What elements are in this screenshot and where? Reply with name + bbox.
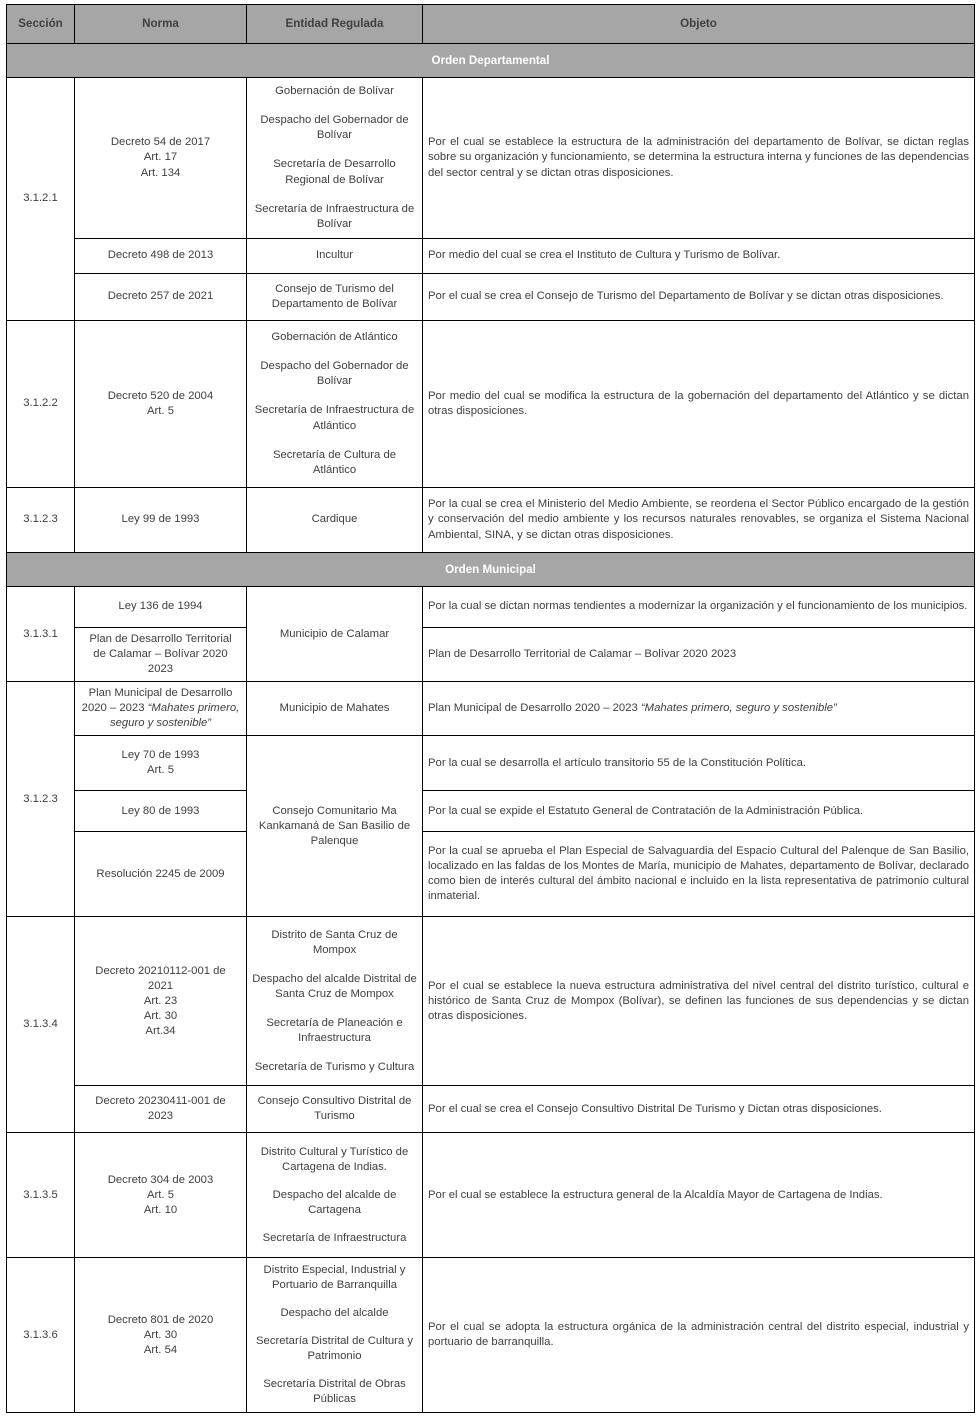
cell-norma	[75, 917, 247, 1086]
cell-entidad-regulada	[247, 321, 423, 488]
cell-objeto: Por el cual se establece la estructura de la administración del departamento de Bolívar, se dictan reglas sobre su organización y funcionamiento, se determina la estructura interna y funciones de las dependencias del sector central y se dictan otras disposiciones.	[423, 78, 975, 239]
norma-line: Art. 5	[147, 1188, 174, 1201]
cell-seccion: 3.1.2.2	[7, 321, 75, 488]
cell-norma	[75, 1133, 247, 1258]
section-band-label: Orden Municipal	[7, 553, 975, 587]
objeto-text: Plan Municipal de Desarrollo 2020 – 2023	[428, 702, 641, 715]
norma-year-range: 2020 – 2023	[81, 702, 148, 715]
entity-item: Secretaría de Desarrollo Regional de Bolívar	[273, 158, 396, 186]
norma-line: 2023	[147, 1110, 174, 1123]
section-band-orden-departamental	[7, 44, 975, 78]
cell-objeto	[423, 682, 975, 736]
entity-item: Secretaría de Infraestructura de Bolívar	[254, 202, 415, 230]
cell-seccion: 3.1.3.6	[7, 1258, 75, 1413]
table-row	[7, 488, 975, 553]
norma-line: Art. 23	[143, 994, 178, 1007]
norma-line: Art. 30	[143, 1009, 178, 1022]
cell-objeto: Por el cual se adopta la estructura orgánica de la administración central del distrito especial, industrial y portuario de barranquilla.	[423, 1258, 975, 1413]
norma-line: Decreto 520 de 2004	[107, 389, 214, 402]
norma-line: Art. 54	[143, 1343, 178, 1356]
cell-norma: Resolución 2245 de 2009	[75, 832, 247, 917]
table-row	[7, 917, 975, 1086]
norma-line: Plan Municipal de Desarrollo	[88, 687, 233, 700]
table-row	[7, 321, 975, 488]
cell-norma	[75, 628, 247, 682]
entity-item: Despacho del alcalde	[280, 1307, 389, 1320]
regulations-table	[6, 4, 975, 1413]
table-row	[7, 1086, 975, 1133]
entity-item: Despacho del alcalde de Cartagena	[272, 1188, 397, 1216]
table-row	[7, 78, 975, 239]
section-band-orden-municipal	[7, 553, 975, 587]
norma-line: Art. 10	[143, 1203, 178, 1216]
table-header	[7, 5, 975, 44]
entity-item: Secretaría de Turismo y Cultura	[254, 1060, 415, 1073]
cell-norma	[75, 682, 247, 736]
column-header-entidad-regulada: Entidad Regulada	[247, 5, 423, 44]
cell-objeto: Por la cual se crea el Ministerio del Medio Ambiente, se reordena el Sector Público encargado de la gestión y conservación del medio ambiente y los recursos naturales renovables, se organiza el Sistema Nacional Ambiental, SINA, y se dictan otras disposiciones.	[423, 488, 975, 553]
cell-entidad-regulada	[247, 1133, 423, 1258]
cell-norma	[75, 78, 247, 239]
entity-item: Secretaría Distrital de Obras Públicas	[263, 1378, 406, 1406]
entity-item: Secretaría de Infraestructura	[262, 1231, 407, 1244]
entity-item: Gobernación de Atlántico	[271, 331, 398, 344]
entity-item: Secretaría de Infraestructura de Atlántico	[254, 404, 415, 432]
cell-objeto: Por el cual se crea el Consejo de Turismo del Departamento de Bolívar y se dictan otras disposiciones.	[423, 274, 975, 321]
norma-line: Art.34	[145, 1024, 176, 1037]
norma-line: Art. 134	[140, 166, 181, 179]
cell-seccion: 3.1.2.3	[7, 682, 75, 917]
entity-item: Despacho del Gobernador de Bolívar	[260, 360, 409, 388]
entity-item: Secretaría de Cultura de Atlántico	[272, 448, 397, 476]
cell-norma: Decreto 498 de 2013	[75, 239, 247, 274]
norma-line: Decreto 20210112-001 de	[95, 964, 226, 977]
cell-objeto: Por medio del cual se modifica la estructura de la gobernación del departamento del Atlántico y se dictan otras disposiciones.	[423, 321, 975, 488]
cell-norma	[75, 321, 247, 488]
cell-objeto: Por la cual se aprueba el Plan Especial de Salvaguardia del Espacio Cultural del Palenque de San Basilio, localizado en las faldas de los Montes de María, municipio de Mahates, departamento de Bolívar, declarado como bien de interés cultural del ámbito nacional e incluido en la lista representativa de patrimonio cultural inmaterial.	[423, 832, 975, 917]
cell-entidad-regulada: Consejo Comunitario Ma Kankamaná de San Basilio de Palenque	[247, 736, 423, 917]
cell-entidad-regulada	[247, 78, 423, 239]
entity-item: Secretaría de Planeación e Infraestructura	[266, 1016, 403, 1044]
cell-objeto: Por la cual se expide el Estatuto General de Contratación de la Administración Pública.	[423, 791, 975, 832]
norma-line: Plan de Desarrollo Territorial	[89, 633, 232, 645]
cell-seccion: 3.1.2.1	[7, 78, 75, 321]
cell-objeto: Por la cual se desarrolla el artículo transitorio 55 de la Constitución Política.	[423, 736, 975, 791]
cell-seccion: 3.1.3.4	[7, 917, 75, 1133]
cell-norma: Ley 80 de 1993	[75, 791, 247, 832]
entity-item: Distrito Cultural y Turístico de Cartagena de Indias.	[260, 1145, 409, 1173]
entity-item: Secretaría Distrital de Cultura y Patrimonio	[256, 1335, 413, 1363]
norma-line: Decreto 801 de 2020	[107, 1313, 214, 1326]
column-header-seccion: Sección	[7, 5, 75, 44]
norma-line: Ley 70 de 1993	[121, 749, 200, 762]
norma-line: Decreto 304 de 2003	[107, 1173, 214, 1186]
cell-objeto: Por el cual se establece la estructura general de la Alcaldía Mayor de Cartagena de Indias.	[423, 1133, 975, 1258]
cell-seccion: 3.1.3.5	[7, 1133, 75, 1258]
cell-norma: Decreto 257 de 2021	[75, 274, 247, 321]
cell-objeto: Por la cual se dictan normas tendientes a modernizar la organización y el funcionamiento de los municipios.	[423, 587, 975, 628]
table-row	[7, 587, 975, 628]
entity-item: Distrito Especial, Industrial y Portuario de Barranquilla	[263, 1264, 406, 1292]
table-body	[7, 44, 975, 1413]
cell-seccion: 3.1.2.3	[7, 488, 75, 553]
table-row	[7, 791, 975, 832]
table-row	[7, 274, 975, 321]
table-row	[7, 239, 975, 274]
cell-norma: Ley 136 de 1994	[75, 587, 247, 628]
cell-seccion: 3.1.3.1	[7, 587, 75, 682]
entity-item: Despacho del alcalde Distrital de Santa Cruz de Mompox	[252, 972, 417, 1000]
table-row	[7, 628, 975, 682]
table-row	[7, 1133, 975, 1258]
norma-line: 2021	[147, 979, 174, 992]
table-row	[7, 736, 975, 791]
cell-entidad-regulada: Incultur	[247, 239, 423, 274]
entity-item: Gobernación de Bolívar	[275, 85, 394, 98]
objeto-plan-title: “Mahates primero, seguro y sostenible”	[640, 702, 837, 715]
norma-line: 2023	[147, 663, 174, 676]
cell-entidad-regulada: Consejo Consultivo Distrital de Turismo	[247, 1086, 423, 1133]
column-header-norma: Norma	[75, 5, 247, 44]
cell-entidad-regulada	[247, 917, 423, 1086]
cell-entidad-regulada: Municipio de Calamar	[247, 587, 423, 682]
norma-line: Decreto 20230411-001 de	[95, 1095, 226, 1108]
norma-line: Decreto 54 de 2017	[110, 136, 211, 149]
cell-norma: Ley 99 de 1993	[75, 488, 247, 553]
entity-item: Despacho del Gobernador de Bolívar	[260, 114, 409, 142]
cell-norma	[75, 1086, 247, 1133]
header-row	[7, 5, 975, 44]
norma-line: Art. 5	[147, 405, 174, 417]
table-row	[7, 682, 975, 736]
column-header-objeto: Objeto	[423, 5, 975, 44]
cell-objeto: Por medio del cual se crea el Instituto de Cultura y Turismo de Bolívar.	[423, 239, 975, 274]
cell-objeto: Por el cual se crea el Consejo Consultivo Distrital De Turismo y Dictan otras disposiciones.	[423, 1086, 975, 1133]
norma-line-with-title	[80, 701, 241, 731]
cell-entidad-regulada: Municipio de Mahates	[247, 682, 423, 736]
cell-norma	[75, 1258, 247, 1413]
cell-objeto: Por el cual se establece la nueva estructura administrativa del nivel central del distrito turístico, cultural e histórico de Santa Cruz de Mompox (Bolívar), se definen las funciones de sus dependencias y se dictan otras disposiciones.	[423, 917, 975, 1086]
section-band-label: Orden Departamental	[7, 44, 975, 78]
cell-objeto: Plan de Desarrollo Territorial de Calamar – Bolívar 2020 2023	[423, 628, 975, 682]
norma-line: Art. 30	[143, 1328, 178, 1341]
table-row	[7, 832, 975, 917]
cell-entidad-regulada	[247, 1258, 423, 1413]
table-row	[7, 1258, 975, 1413]
cell-norma	[75, 736, 247, 791]
cell-entidad-regulada: Cardique	[247, 488, 423, 553]
norma-line: de Calamar – Bolívar 2020	[93, 648, 228, 661]
entity-item: Distrito de Santa Cruz de Mompox	[271, 928, 398, 956]
cell-entidad-regulada: Consejo de Turismo del Departamento de Bolívar	[247, 274, 423, 321]
norma-plan-title: “Mahates primero, seguro y sostenible”	[109, 702, 240, 730]
norma-line: Art. 17	[143, 151, 178, 164]
norma-line: Art. 5	[147, 764, 174, 777]
